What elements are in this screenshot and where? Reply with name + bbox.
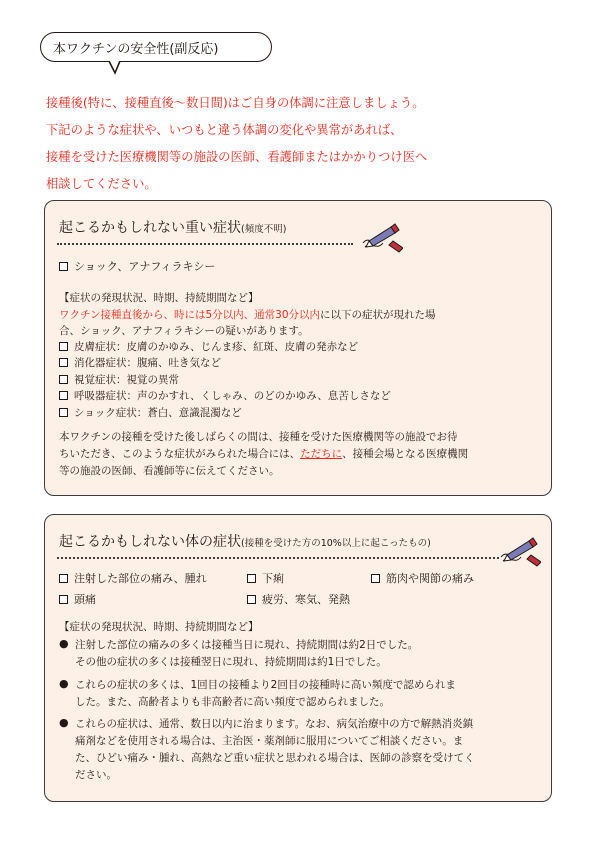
immediately-emphasis: ただちに — [300, 448, 343, 460]
severe-symptoms-box — [44, 200, 552, 496]
section-title: 本ワクチンの安全性(副反応) — [53, 41, 219, 57]
symptom-item: 皮膚症状：皮膚のかゆみ、じんま疹、紅斑、皮膚の発赤など — [59, 339, 358, 355]
common-box-title — [59, 531, 431, 551]
check-item: 下痢 — [247, 571, 284, 587]
checkbox-icon — [247, 595, 256, 604]
symptom-item: 呼吸器症状：声のかすれ、くしゃみ、のどのかゆみ、息苦しさなど — [59, 388, 391, 404]
bullet-line: その他の症状の多くは接種翌日に現れ、持続期間は約1日でした。 — [75, 656, 387, 668]
intro-line: 接種後(特に、接種直後～数日間)はご自身の体調に注意しましょう。 — [46, 96, 425, 110]
dotted-divider — [57, 243, 353, 245]
intro-text — [46, 90, 566, 198]
checkbox-icon — [59, 342, 68, 351]
severe-box-title — [59, 217, 286, 237]
bullet-line: これらの症状は、通常、数日以内に治まります。なお、病気治療中の方で解熱消炎鎮 — [75, 718, 474, 730]
pen-icon — [359, 221, 403, 253]
bullet-line: した。また、高齢者よりも非高齢者に高い頻度で認められました。 — [75, 696, 390, 708]
symptom-item: 消化器症状：腹痛、吐き気など — [59, 355, 221, 371]
checkbox-icon — [59, 574, 68, 583]
bullet-icon: ● — [59, 716, 69, 729]
common-symptoms-box — [44, 514, 552, 802]
bullet-line: ださい。 — [75, 769, 117, 781]
bubble-tail-icon — [108, 61, 122, 75]
severe-title: 起こるかもしれない重い症状 — [59, 220, 241, 236]
onset-line: ワクチン接種直後から、時には5分以内、通常30分以内に以下の症状が現れた場 — [59, 309, 436, 321]
check-item: 疲労、寒気、発熱 — [247, 592, 350, 608]
check-item: 頭痛 — [59, 592, 96, 608]
checkbox-icon — [59, 262, 68, 271]
section-heading: 【症状の発現状況、時期、持続期間など】 — [59, 292, 259, 304]
dotted-divider — [57, 557, 499, 559]
pen-icon — [497, 535, 541, 567]
check-item: 筋肉や関節の痛み — [371, 571, 474, 587]
checkbox-icon — [59, 391, 68, 400]
section-heading: 【症状の発現状況、時期、持続期間など】 — [59, 621, 259, 633]
checkbox-icon — [59, 358, 68, 367]
common-title: 起こるかもしれない体の症状 — [59, 534, 241, 550]
advice-line: 等の施設の医師、看護師等に伝えてください。 — [59, 465, 280, 477]
bullet-line: 注射した部位の痛みの多くは接種当日に現れ、持続期間は約2日でした。 — [75, 639, 419, 651]
checkbox-icon — [247, 574, 256, 583]
bullet-line: 痛剤などを使用される場合は、主治医・薬剤師に服用についてご相談ください。ま — [75, 735, 464, 747]
bullet-icon: ● — [59, 637, 69, 650]
intro-line: 接種を受けた医療機関等の施設の医師、看護師またはかかりつけ医へ — [46, 150, 428, 164]
checkbox-icon — [59, 375, 68, 384]
check-item: ショック、アナフィラキシー — [59, 259, 215, 275]
onset-line-2: 合、ショック、アナフィラキシーの疑いがあります。 — [59, 325, 309, 337]
symptom-item: 視覚症状：視覚の異常 — [59, 372, 179, 388]
severe-subtitle: (頻度不明) — [241, 224, 287, 235]
intro-line: 相談してください。 — [46, 177, 157, 191]
checkbox-icon — [59, 408, 68, 417]
bullet-line: これらの症状の多くは、1回目の接種より2回目の接種時に高い頻度で認められま — [75, 679, 456, 691]
check-item: 注射した部位の痛み、腫れ — [59, 571, 207, 587]
bullet-icon: ● — [59, 677, 69, 690]
symptom-item: ショック症状：蒼白、意識混濁など — [59, 405, 242, 421]
advice-line: ちいただき、このような症状がみられた場合には、ただちに、接種会場となる医療機関 — [59, 448, 469, 460]
checkbox-icon — [371, 574, 380, 583]
checkbox-icon — [59, 595, 68, 604]
section-title-bubble — [40, 32, 272, 62]
advice-line: 本ワクチンの接種を受けた後しばらくの間は、接種を受けた医療機関等の施設でお待 — [59, 431, 458, 443]
bullet-line: た、ひどい痛み・腫れ、高熱など重い症状と思われる場合は、医師の診察を受けてく — [75, 752, 475, 764]
common-subtitle: (接種を受けた方の10%以上に起こったもの) — [241, 538, 431, 549]
intro-line: 下記のような症状や、いつもと違う体調の変化や異常があれば、 — [46, 123, 403, 137]
